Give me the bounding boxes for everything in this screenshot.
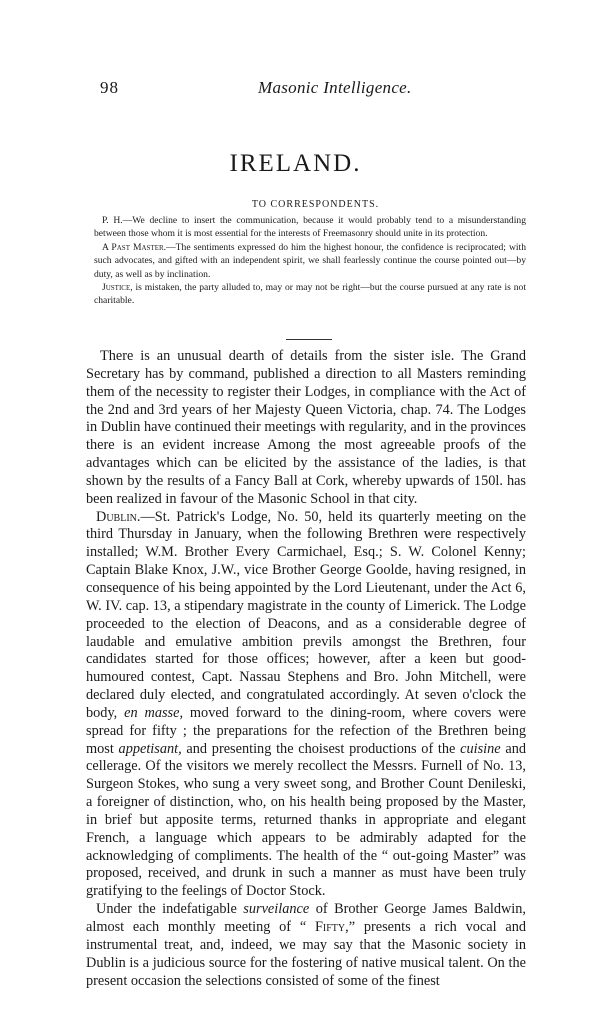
running-head: Masonic Intelligence. (258, 78, 412, 97)
section-subtitle: TO CORRESPONDENTS. (251, 199, 380, 210)
note-text: is mistaken, the party alluded to, may or may not be right—but the course pursued at any rate is not charitable. (94, 282, 526, 307)
note-lead: A Past Master. (102, 241, 167, 253)
article-body (86, 348, 526, 990)
paragraph-text: of Brother George James Baldwin, almost each monthly meeting of “ (86, 901, 527, 935)
emphasis: en masse, (124, 704, 184, 721)
note-text: —We decline to insert the communication, because it would probably tend to a misunderstanding between those whom it is most essential for the interests of Freemasonry should unite in its protection. (94, 215, 526, 240)
note-item (94, 214, 526, 241)
paragraph (86, 901, 526, 990)
paragraph (86, 509, 526, 902)
paragraph-text: and presenting the choisest productions of the (181, 740, 461, 757)
emphasis: cuisine (460, 740, 501, 757)
paragraph-text: moved forward to the dining-room, where covers were spread for fifty ; the preparations for the refection of the Brethren being most (86, 704, 526, 757)
page-header (100, 78, 520, 102)
note-lead: Justice, (102, 282, 133, 294)
note-lead: P. H. (102, 215, 123, 226)
paragraph: There is an unusual dearth of details from the sister isle. The Grand Secretary has by command, published a direction to all Masters reminding them of the necessity to register their Lodges, in compliance with the Act of the 2nd and 3rd years of her Majesty Queen Victoria, chap. 74. The Lodges in Dublin have continued their meetings with regularity, and in the provinces there is an evident increase Among the most agreeable proofs of the advantages which can be elicited by the assistance of the ladies, is that shown by the results of a Fancy Ball at Cork, whereby upwards of 150l. has been realized in favour of the Masonic School in that city. (86, 348, 526, 507)
emphasis: surveilance (243, 901, 310, 918)
place-lead: Dublin. (96, 508, 141, 525)
paragraph-text: and cellerage. Of the visitors we merely recollect the Messrs. Furnell of No. 13, Surgeon Stokes, who sung a very sweet song, and Brother Count Denileski, a foreigner of distinction, who, on his health being proposed by the Master, in brief but apposite terms, returned thanks in appropriate and elegant French, a language which appears to be admirably adapted for the acknowledging of compliments. The health of the “ out-going Master” was proposed, received, and drunk in such a manner as must have been truly gratifying to the feelings of Doctor Stock. (86, 740, 527, 900)
note-item (94, 281, 526, 308)
page-number: 98 (100, 78, 119, 97)
section-title: IRELAND. (229, 150, 362, 177)
note-text: —The sentiments expressed do him the highest honour, the confidence is reciprocated; with such advocates, and gifted with an independent spirit, we shall fearlessly continue the course pointed out—by duty, as well as by inclination. (94, 241, 526, 280)
note-item (94, 241, 526, 281)
emphasis: appetisant, (118, 740, 182, 757)
correspondents-notes (94, 214, 526, 308)
small-caps-text: Fifty, (314, 919, 349, 935)
paragraph-text: —St. Patrick's Lodge, No. 50, held its quarterly meeting on the third Thursday in January, when the following Brethren were respectively installed; W.M. Brother Every Carmichael, Esq.; S. W. Colonel Kenny; Captain Blake Knox, J.W., vice Brother George Goolde, having resigned, in consequence of his being appointed by the Lord Lieutenant, under the Act 6, W. IV. cap. 13, a stipendary magistrate in the county of Limerick. The Lodge proceeded to the election of Deacons, and as a considerable degree of laudable and emulative ambition previls amongst the Brethren, four candidates started for those offices; however, after a keen but good-humoured contest, Capt. Nassau Stephens and Bro. John Mitchell, were declared duly elected, and congratulated accordingly. At seven o'clock the body, (86, 508, 526, 721)
paragraph-text: ” presents a rich vocal and instrumental treat, and, indeed, we may say that the Masonic society in Dublin is a judicious source for the fostering of native musical talent. On the present occasion the selections consisted of some of the finest (86, 919, 526, 989)
paragraph-text: Under the indefatigable (96, 901, 244, 918)
section-divider (286, 339, 332, 340)
